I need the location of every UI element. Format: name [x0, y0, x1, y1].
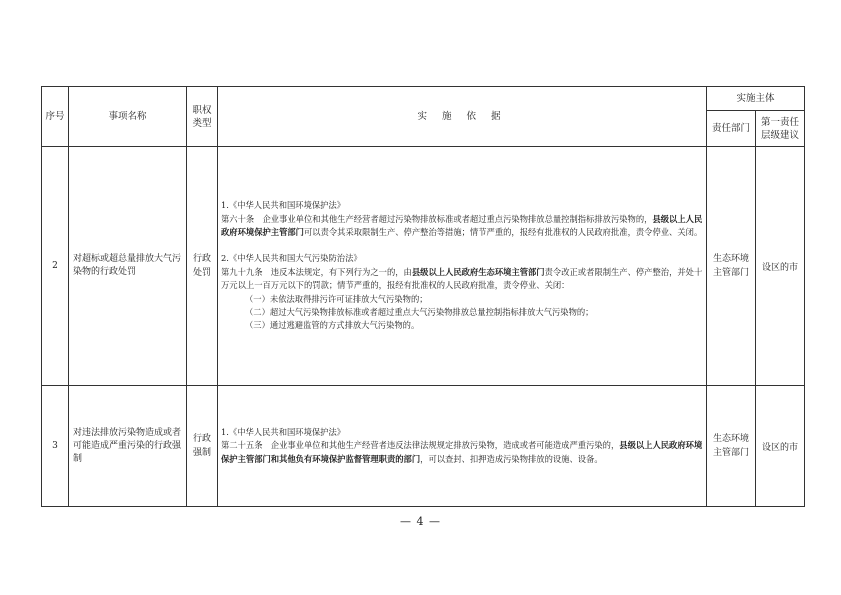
- law-authority: 县级以上人民政府环境保护主管部门: [221, 213, 703, 237]
- row-basis: [218, 147, 707, 386]
- law-authority: 县级以上人民政府环境保护主管部门和其他负有环境保护监督管理职责的部门: [221, 440, 703, 464]
- law-article: [221, 213, 703, 240]
- law-text: 第九十九条 违反本法规定，有下列行为之一的，由: [221, 266, 412, 277]
- row-dept-line2: 主管部门: [712, 268, 749, 278]
- table-row: [42, 386, 805, 507]
- law-text: 第六十条 企业事业单位和其他生产经营者超过污染物排放标准或者超过重点污染物排放总量控制指标排放污染物的，: [221, 213, 653, 224]
- row-dept-line2: 主管部门: [712, 448, 749, 458]
- law-text: 责令改正或者限制生产、停产整治，并处十万元以上一百万元以下的罚款；情节严重的，报经有批准权的人民政府批准，责令停业、关闭：: [221, 266, 703, 291]
- header-level: [756, 111, 805, 147]
- law-article: [221, 266, 703, 293]
- row-level: 设区的市: [756, 147, 805, 386]
- row-name: 对违法排放污染物造成或者可能造成严重污染的行政强制: [69, 386, 187, 507]
- row-category: [187, 147, 218, 386]
- header-no: 序号: [42, 87, 69, 147]
- law-text: 可以责令其采取限制生产、停产整治等措施；情节严重的，报经有批准权的人民政府批准，责令停业、关闭。: [303, 226, 703, 237]
- header-row-1: [42, 87, 805, 111]
- header-category-line2: 类型: [192, 117, 212, 129]
- law-text: 第二十五条 企业事业单位和其他生产经营者违反法律法规规定排放污染物，造成或者可能造成严重污染的，: [221, 440, 620, 451]
- row-basis: [218, 386, 707, 507]
- law-authority: 县级以上人民政府生态环境主管部门: [411, 266, 545, 277]
- law-text: ，可以查封、扣押造成污染物排放的设施、设备。: [420, 453, 603, 464]
- header-dept: 责任部门: [707, 111, 756, 147]
- law-title: 1.《中华人民共和国环境保护法》: [221, 426, 346, 437]
- law-title: 1.《中华人民共和国环境保护法》: [221, 200, 346, 211]
- law-title: 2.《中华人民共和国大气污染防治法》: [221, 253, 362, 264]
- row-category-line1: 行政: [192, 434, 211, 444]
- row-no: 2: [42, 147, 69, 386]
- row-category: [187, 386, 218, 507]
- header-subject: 实施主体: [707, 87, 805, 111]
- row-dept-line1: 生态环境: [712, 434, 749, 444]
- law-item: （三）通过逃避监管的方式排放大气污染物的。: [245, 320, 420, 331]
- law-item: （一）未依法取得排污许可证排放大气污染物的；: [245, 293, 428, 304]
- header-basis: 实 施 依 据: [218, 87, 707, 147]
- row-dept: [707, 386, 756, 507]
- matters-table: [41, 86, 805, 507]
- row-category-line2: 强制: [192, 448, 211, 458]
- row-no: 3: [42, 386, 69, 507]
- row-name: 对超标或超总量排放大气污染物的行政处罚: [69, 147, 187, 386]
- page-number: — 4 —: [400, 515, 441, 528]
- header-category-line1: 职权: [192, 104, 212, 116]
- header-level-line1: 第一责任: [761, 116, 800, 128]
- law-article: [221, 439, 703, 466]
- row-category-line1: 行政: [192, 254, 211, 264]
- law-item: （二）超过大气污染物排放标准或者超过重点大气污染物排放总量控制指标排放大气污染物的；: [245, 307, 594, 318]
- row-dept: [707, 147, 756, 386]
- row-category-line2: 处罚: [192, 268, 211, 278]
- header-level-line2: 层级建议: [761, 129, 800, 141]
- row-level: 设区的市: [756, 386, 805, 507]
- header-name: 事项名称: [69, 87, 187, 147]
- table-row: [42, 147, 805, 386]
- header-category: [187, 87, 218, 147]
- row-dept-line1: 生态环境: [712, 254, 749, 264]
